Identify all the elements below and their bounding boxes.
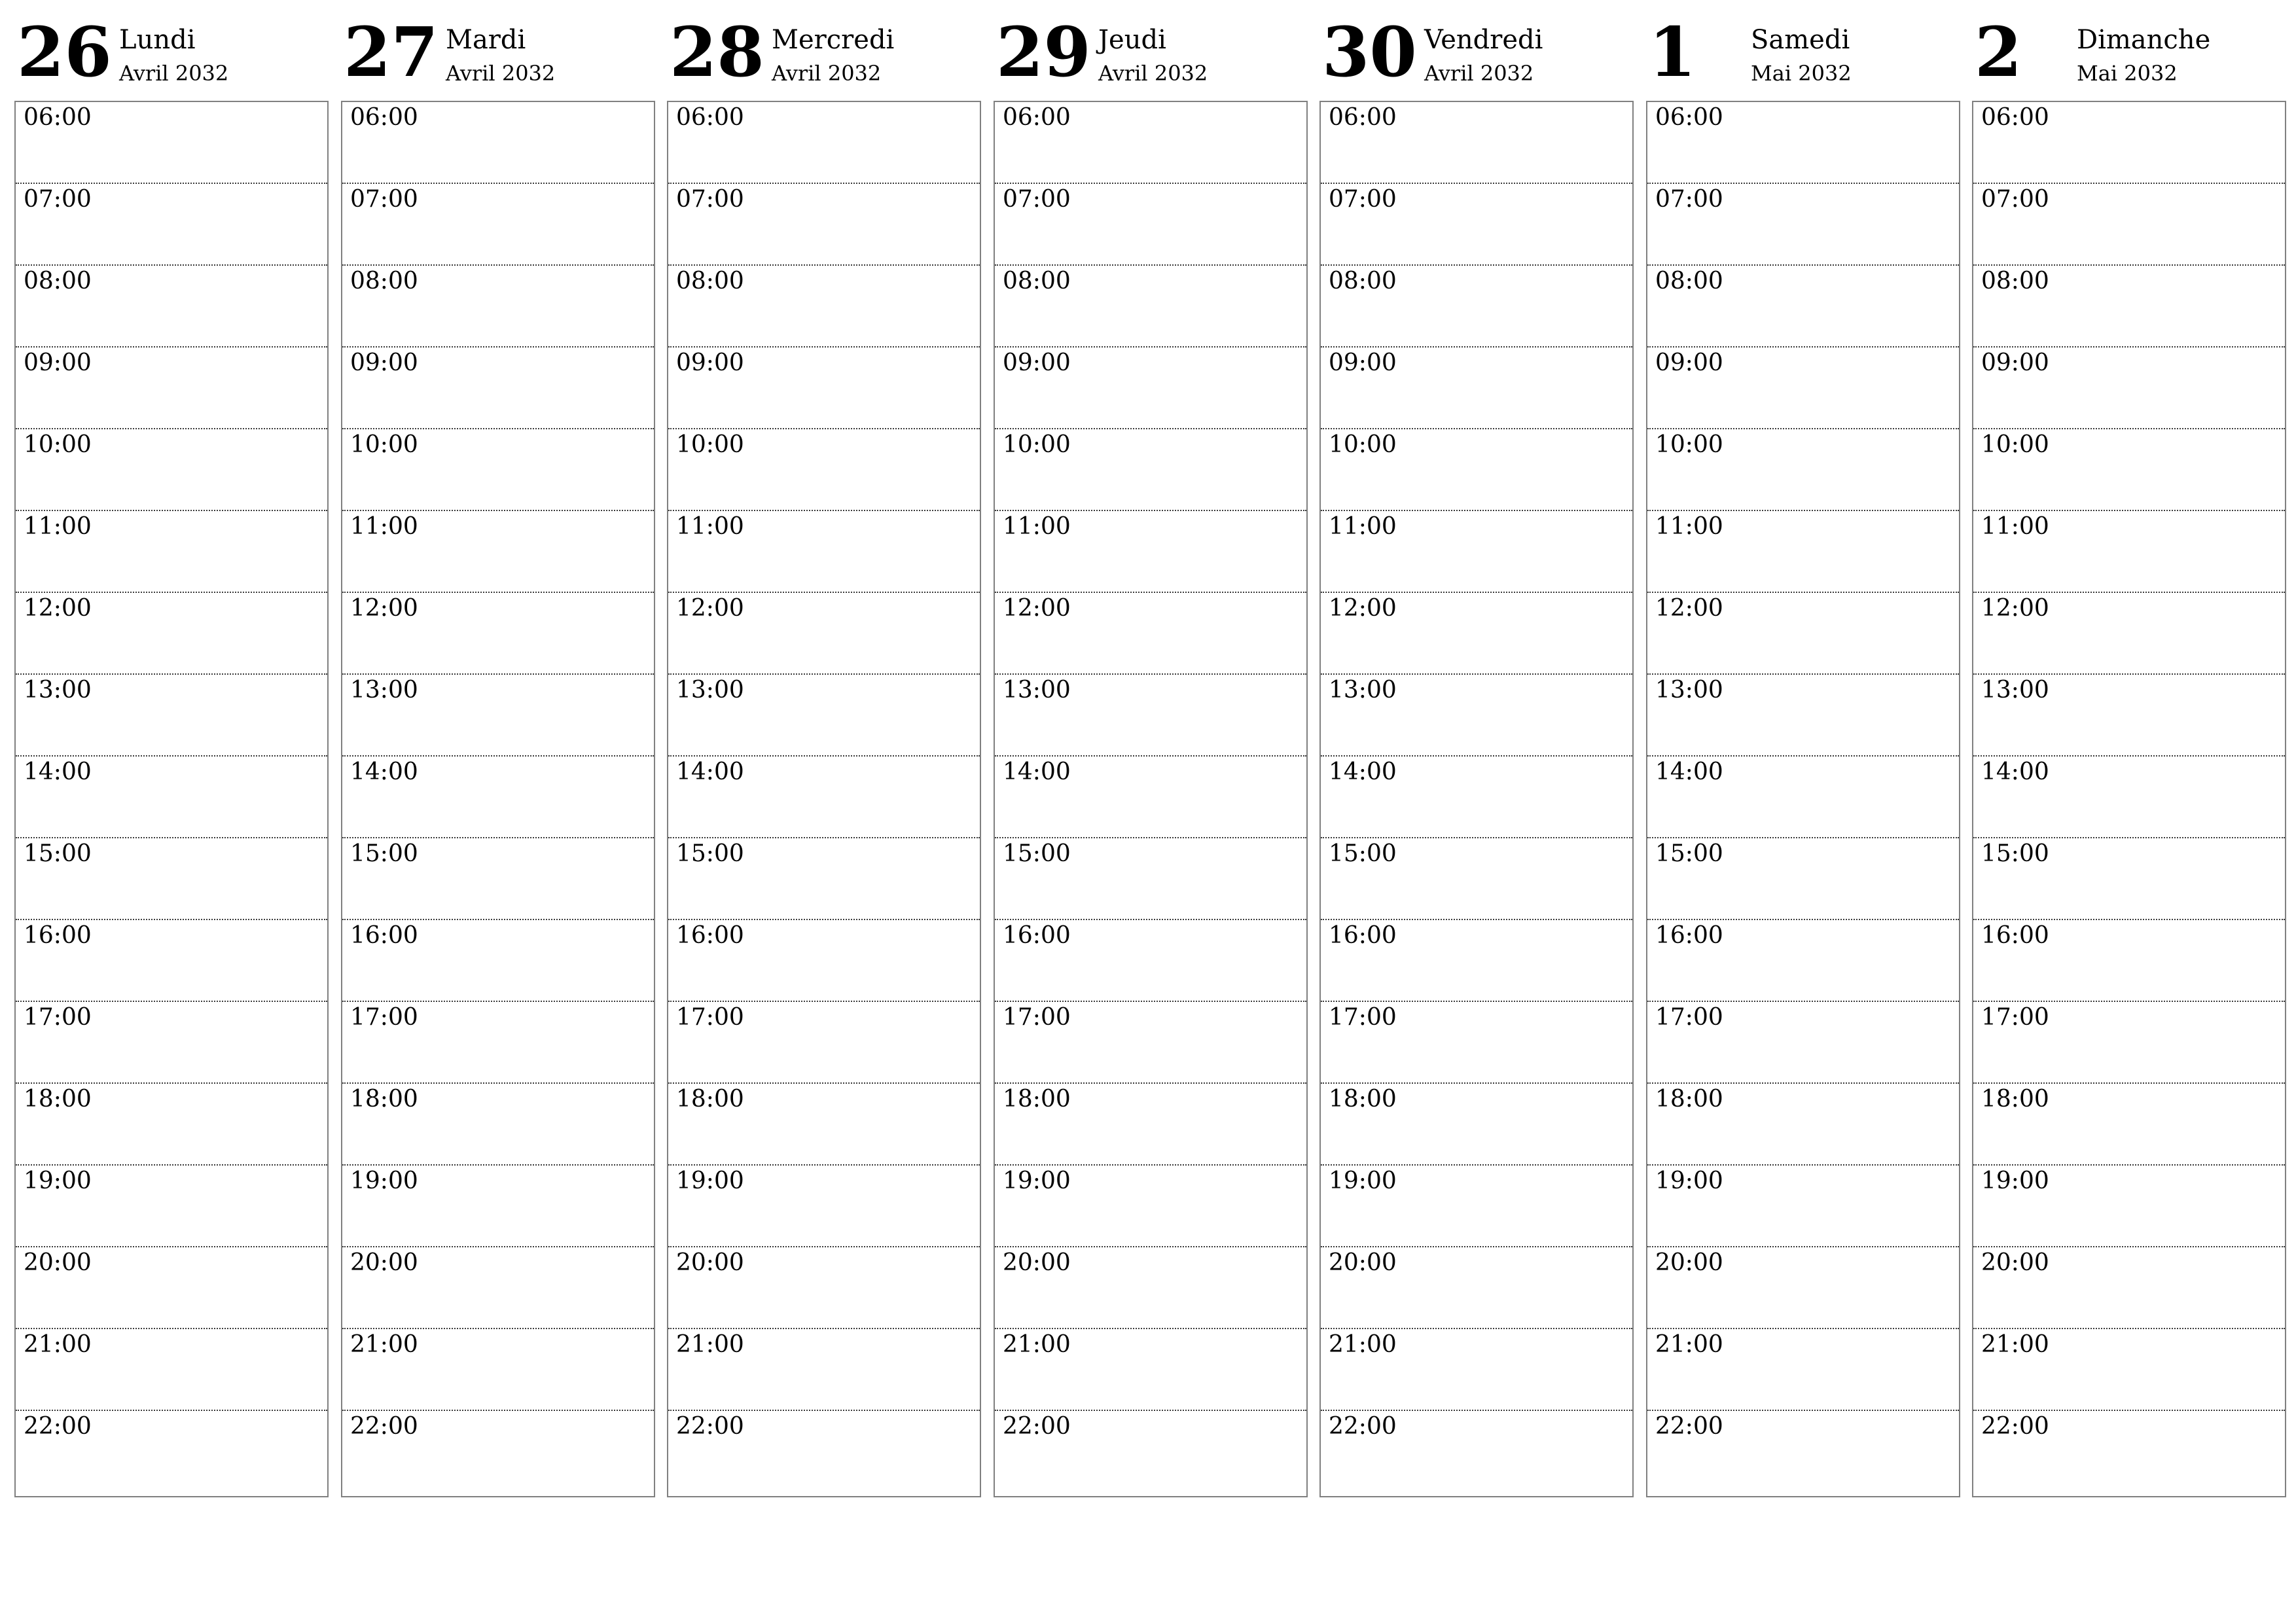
- time-slot[interactable]: [995, 1329, 1306, 1411]
- day-month: Avril 2032: [1424, 61, 1534, 86]
- time-label: 12:00: [1329, 595, 1397, 622]
- time-slot[interactable]: [16, 757, 327, 838]
- time-label: 17:00: [1981, 1004, 2049, 1031]
- time-label: 18:00: [1329, 1086, 1397, 1113]
- time-label: 12:00: [1003, 595, 1071, 622]
- time-slot[interactable]: [668, 1166, 980, 1247]
- time-slot[interactable]: [1321, 429, 1632, 511]
- time-label: 14:00: [1003, 758, 1071, 785]
- time-slot[interactable]: [995, 511, 1306, 593]
- time-label: 14:00: [1655, 758, 1723, 785]
- time-label: 07:00: [350, 186, 418, 213]
- time-slot[interactable]: [1647, 511, 1959, 593]
- time-slot[interactable]: [342, 1084, 654, 1166]
- time-label: 16:00: [676, 922, 744, 949]
- time-slot[interactable]: [1321, 348, 1632, 429]
- time-label: 20:00: [24, 1249, 92, 1276]
- time-label: 06:00: [1655, 104, 1723, 131]
- time-slot[interactable]: [995, 1411, 1306, 1496]
- time-slot[interactable]: [995, 757, 1306, 838]
- time-slot[interactable]: [1973, 348, 2285, 429]
- day-header: [1319, 0, 1634, 101]
- time-slot[interactable]: [668, 266, 980, 348]
- time-slot[interactable]: [995, 184, 1306, 266]
- time-slot[interactable]: [668, 1084, 980, 1166]
- time-label: 18:00: [24, 1086, 92, 1113]
- time-slot[interactable]: [1647, 1247, 1959, 1329]
- time-slot[interactable]: [342, 184, 654, 266]
- time-slot[interactable]: [1973, 593, 2285, 675]
- time-label: 14:00: [1329, 758, 1397, 785]
- day-header: [1646, 0, 1960, 101]
- time-slot[interactable]: [668, 757, 980, 838]
- time-label: 10:00: [24, 431, 92, 458]
- time-slot[interactable]: [342, 348, 654, 429]
- time-label: 08:00: [350, 268, 418, 294]
- time-slot[interactable]: [1647, 266, 1959, 348]
- time-label: 18:00: [676, 1086, 744, 1113]
- time-slot[interactable]: [1647, 593, 1959, 675]
- time-slot[interactable]: [342, 757, 654, 838]
- time-slot[interactable]: [1321, 1411, 1632, 1496]
- time-slot[interactable]: [16, 429, 327, 511]
- time-slot[interactable]: [668, 102, 980, 184]
- time-label: 21:00: [350, 1331, 418, 1358]
- time-label: 18:00: [1655, 1086, 1723, 1113]
- time-slot[interactable]: [1973, 1329, 2285, 1411]
- time-label: 19:00: [1003, 1168, 1071, 1194]
- time-label: 10:00: [1655, 431, 1723, 458]
- time-label: 10:00: [1003, 431, 1071, 458]
- time-slot[interactable]: [1321, 1247, 1632, 1329]
- time-slot[interactable]: [1321, 838, 1632, 920]
- time-label: 07:00: [1003, 186, 1071, 213]
- time-slot[interactable]: [668, 920, 980, 1002]
- time-label: 19:00: [24, 1168, 92, 1194]
- time-label: 09:00: [24, 349, 92, 376]
- time-label: 22:00: [676, 1413, 744, 1440]
- time-label: 09:00: [350, 349, 418, 376]
- time-slot[interactable]: [16, 1002, 327, 1084]
- time-slot[interactable]: [1973, 1084, 2285, 1166]
- day-number: 28: [670, 12, 764, 92]
- time-label: 20:00: [1655, 1249, 1723, 1276]
- time-label: 14:00: [350, 758, 418, 785]
- time-label: 17:00: [350, 1004, 418, 1031]
- time-label: 06:00: [1003, 104, 1071, 131]
- day-number: 26: [17, 12, 112, 92]
- time-slot[interactable]: [995, 429, 1306, 511]
- time-slot[interactable]: [16, 675, 327, 757]
- time-slot[interactable]: [668, 1411, 980, 1496]
- day-header: [341, 0, 655, 101]
- time-slot[interactable]: [1973, 429, 2285, 511]
- time-slot[interactable]: [16, 1329, 327, 1411]
- time-slot[interactable]: [16, 920, 327, 1002]
- time-slot[interactable]: [342, 429, 654, 511]
- day-month: Mai 2032: [1751, 61, 1852, 86]
- time-label: 14:00: [1981, 758, 2049, 785]
- day-schedule-box: [1646, 101, 1960, 1497]
- time-label: 22:00: [1003, 1413, 1071, 1440]
- time-label: 15:00: [350, 840, 418, 867]
- time-slot[interactable]: [1647, 1002, 1959, 1084]
- time-label: 20:00: [1329, 1249, 1397, 1276]
- time-slot[interactable]: [1647, 920, 1959, 1002]
- time-slot[interactable]: [1973, 184, 2285, 266]
- day-schedule-box: [1319, 101, 1634, 1497]
- time-label: 08:00: [1981, 268, 2049, 294]
- time-label: 17:00: [1655, 1004, 1723, 1031]
- time-label: 10:00: [676, 431, 744, 458]
- day-schedule-box: [1972, 101, 2286, 1497]
- day-schedule-box: [994, 101, 1308, 1497]
- time-label: 17:00: [1003, 1004, 1071, 1031]
- time-slot[interactable]: [995, 102, 1306, 184]
- time-label: 22:00: [1981, 1413, 2049, 1440]
- time-slot[interactable]: [1321, 593, 1632, 675]
- time-label: 16:00: [1655, 922, 1723, 949]
- time-slot[interactable]: [1321, 102, 1632, 184]
- time-slot[interactable]: [1647, 838, 1959, 920]
- day-name: Jeudi: [1098, 25, 1166, 55]
- time-slot[interactable]: [1647, 102, 1959, 184]
- time-label: 16:00: [350, 922, 418, 949]
- time-label: 17:00: [676, 1004, 744, 1031]
- day-name: Lundi: [119, 25, 196, 55]
- time-label: 18:00: [1981, 1086, 2049, 1113]
- time-slot[interactable]: [1973, 1002, 2285, 1084]
- time-slot[interactable]: [1973, 920, 2285, 1002]
- day-month: Avril 2032: [772, 61, 882, 86]
- time-slot[interactable]: [995, 920, 1306, 1002]
- time-slot[interactable]: [1321, 675, 1632, 757]
- day-number: 1: [1649, 12, 1696, 92]
- time-label: 11:00: [1003, 513, 1071, 540]
- time-label: 17:00: [24, 1004, 92, 1031]
- time-label: 08:00: [676, 268, 744, 294]
- time-label: 09:00: [1329, 349, 1397, 376]
- time-slot[interactable]: [668, 348, 980, 429]
- time-label: 20:00: [350, 1249, 418, 1276]
- time-label: 07:00: [1655, 186, 1723, 213]
- day-name: Samedi: [1751, 25, 1850, 55]
- time-slot[interactable]: [16, 184, 327, 266]
- time-label: 15:00: [1655, 840, 1723, 867]
- day-header: [667, 0, 981, 101]
- time-label: 07:00: [1981, 186, 2049, 213]
- time-slot[interactable]: [1973, 1411, 2285, 1496]
- time-label: 16:00: [1003, 922, 1071, 949]
- time-label: 22:00: [1329, 1413, 1397, 1440]
- time-slot[interactable]: [16, 102, 327, 184]
- time-label: 18:00: [1003, 1086, 1071, 1113]
- time-label: 16:00: [24, 922, 92, 949]
- time-label: 08:00: [1655, 268, 1723, 294]
- time-slot[interactable]: [16, 1166, 327, 1247]
- time-label: 06:00: [1981, 104, 2049, 131]
- time-slot[interactable]: [16, 1247, 327, 1329]
- time-slot[interactable]: [16, 1084, 327, 1166]
- time-slot[interactable]: [342, 511, 654, 593]
- day-month: Avril 2032: [1098, 61, 1208, 86]
- time-slot[interactable]: [1321, 1084, 1632, 1166]
- time-slot[interactable]: [1647, 1166, 1959, 1247]
- time-slot[interactable]: [1647, 184, 1959, 266]
- time-slot[interactable]: [1321, 1002, 1632, 1084]
- time-slot[interactable]: [1647, 348, 1959, 429]
- time-label: 21:00: [1329, 1331, 1397, 1358]
- time-slot[interactable]: [668, 1002, 980, 1084]
- day-number: 2: [1975, 12, 2022, 92]
- time-label: 15:00: [1003, 840, 1071, 867]
- time-label: 19:00: [1981, 1168, 2049, 1194]
- time-label: 22:00: [350, 1413, 418, 1440]
- time-label: 22:00: [1655, 1413, 1723, 1440]
- time-label: 20:00: [1003, 1249, 1071, 1276]
- time-slot[interactable]: [668, 1329, 980, 1411]
- time-slot[interactable]: [1321, 1166, 1632, 1247]
- time-label: 19:00: [1329, 1168, 1397, 1194]
- time-label: 19:00: [1655, 1168, 1723, 1194]
- time-slot[interactable]: [1647, 675, 1959, 757]
- time-label: 10:00: [350, 431, 418, 458]
- day-header: [14, 0, 329, 101]
- time-label: 16:00: [1329, 922, 1397, 949]
- time-slot[interactable]: [342, 1166, 654, 1247]
- time-label: 09:00: [1003, 349, 1071, 376]
- time-label: 09:00: [676, 349, 744, 376]
- time-slot[interactable]: [995, 1166, 1306, 1247]
- time-label: 09:00: [1981, 349, 2049, 376]
- time-label: 11:00: [350, 513, 418, 540]
- time-slot[interactable]: [342, 266, 654, 348]
- day-name: Vendredi: [1424, 25, 1543, 55]
- time-slot[interactable]: [995, 266, 1306, 348]
- time-label: 15:00: [1329, 840, 1397, 867]
- time-slot[interactable]: [995, 1247, 1306, 1329]
- time-label: 08:00: [1003, 268, 1071, 294]
- time-label: 13:00: [1003, 677, 1071, 704]
- day-month: Mai 2032: [2077, 61, 2178, 86]
- time-label: 12:00: [1655, 595, 1723, 622]
- time-slot[interactable]: [342, 920, 654, 1002]
- time-label: 13:00: [1329, 677, 1397, 704]
- day-month: Avril 2032: [119, 61, 229, 86]
- time-slot[interactable]: [995, 1084, 1306, 1166]
- time-label: 13:00: [1655, 677, 1723, 704]
- time-label: 10:00: [1981, 431, 2049, 458]
- time-label: 20:00: [1981, 1249, 2049, 1276]
- time-slot[interactable]: [16, 348, 327, 429]
- time-slot[interactable]: [342, 675, 654, 757]
- day-number: 29: [996, 12, 1091, 92]
- time-label: 13:00: [1981, 677, 2049, 704]
- time-label: 18:00: [350, 1086, 418, 1113]
- time-label: 14:00: [24, 758, 92, 785]
- time-label: 07:00: [1329, 186, 1397, 213]
- time-label: 11:00: [1329, 513, 1397, 540]
- time-slot[interactable]: [342, 1329, 654, 1411]
- time-slot[interactable]: [1973, 838, 2285, 920]
- time-label: 11:00: [1655, 513, 1723, 540]
- day-number: 30: [1322, 12, 1417, 92]
- time-label: 13:00: [350, 677, 418, 704]
- time-label: 13:00: [24, 677, 92, 704]
- time-label: 07:00: [676, 186, 744, 213]
- time-label: 12:00: [24, 595, 92, 622]
- time-label: 15:00: [24, 840, 92, 867]
- time-label: 11:00: [1981, 513, 2049, 540]
- time-label: 21:00: [1003, 1331, 1071, 1358]
- time-label: 21:00: [1981, 1331, 2049, 1358]
- time-label: 09:00: [1655, 349, 1723, 376]
- time-slot[interactable]: [1321, 266, 1632, 348]
- time-slot[interactable]: [16, 511, 327, 593]
- time-label: 21:00: [676, 1331, 744, 1358]
- time-label: 11:00: [24, 513, 92, 540]
- time-slot[interactable]: [1321, 1329, 1632, 1411]
- time-slot[interactable]: [995, 348, 1306, 429]
- time-slot[interactable]: [342, 838, 654, 920]
- time-slot[interactable]: [16, 1411, 327, 1496]
- day-name: Mercredi: [772, 25, 895, 55]
- time-slot[interactable]: [342, 1247, 654, 1329]
- time-slot[interactable]: [1973, 511, 2285, 593]
- time-label: 08:00: [1329, 268, 1397, 294]
- time-slot[interactable]: [1647, 1411, 1959, 1496]
- time-slot[interactable]: [668, 593, 980, 675]
- time-slot[interactable]: [995, 675, 1306, 757]
- time-label: 13:00: [676, 677, 744, 704]
- time-slot[interactable]: [342, 102, 654, 184]
- time-label: 14:00: [676, 758, 744, 785]
- time-label: 06:00: [1329, 104, 1397, 131]
- time-label: 19:00: [676, 1168, 744, 1194]
- time-slot[interactable]: [668, 675, 980, 757]
- time-slot[interactable]: [1973, 1247, 2285, 1329]
- time-slot[interactable]: [342, 1411, 654, 1496]
- time-slot[interactable]: [342, 1002, 654, 1084]
- time-slot[interactable]: [1321, 757, 1632, 838]
- time-label: 19:00: [350, 1168, 418, 1194]
- time-slot[interactable]: [995, 838, 1306, 920]
- day-header: [1972, 0, 2286, 101]
- time-label: 06:00: [24, 104, 92, 131]
- time-slot[interactable]: [1647, 1329, 1959, 1411]
- day-schedule-box: [14, 101, 329, 1497]
- time-label: 22:00: [24, 1413, 92, 1440]
- time-slot[interactable]: [1321, 184, 1632, 266]
- time-label: 17:00: [1329, 1004, 1397, 1031]
- time-slot[interactable]: [1647, 1084, 1959, 1166]
- time-label: 16:00: [1981, 922, 2049, 949]
- time-slot[interactable]: [1321, 920, 1632, 1002]
- time-slot[interactable]: [16, 593, 327, 675]
- time-label: 12:00: [676, 595, 744, 622]
- time-slot[interactable]: [16, 838, 327, 920]
- time-slot[interactable]: [16, 266, 327, 348]
- time-slot[interactable]: [668, 429, 980, 511]
- time-slot[interactable]: [995, 1002, 1306, 1084]
- day-number: 27: [344, 12, 439, 92]
- time-slot[interactable]: [668, 1247, 980, 1329]
- time-slot[interactable]: [668, 838, 980, 920]
- time-slot[interactable]: [1973, 102, 2285, 184]
- time-label: 12:00: [1981, 595, 2049, 622]
- time-label: 20:00: [676, 1249, 744, 1276]
- day-header: [994, 0, 1308, 101]
- time-slot[interactable]: [1647, 429, 1959, 511]
- time-label: 11:00: [676, 513, 744, 540]
- time-slot[interactable]: [995, 593, 1306, 675]
- day-schedule-box: [667, 101, 981, 1497]
- time-label: 08:00: [24, 268, 92, 294]
- day-schedule-box: [341, 101, 655, 1497]
- time-slot[interactable]: [1973, 266, 2285, 348]
- time-slot[interactable]: [668, 184, 980, 266]
- time-label: 07:00: [24, 186, 92, 213]
- time-label: 12:00: [350, 595, 418, 622]
- time-slot[interactable]: [1973, 1166, 2285, 1247]
- time-slot[interactable]: [668, 511, 980, 593]
- day-month: Avril 2032: [446, 61, 556, 86]
- time-label: 06:00: [350, 104, 418, 131]
- time-label: 10:00: [1329, 431, 1397, 458]
- time-label: 21:00: [24, 1331, 92, 1358]
- time-label: 15:00: [676, 840, 744, 867]
- time-slot[interactable]: [1973, 675, 2285, 757]
- time-label: 06:00: [676, 104, 744, 131]
- time-slot[interactable]: [1647, 757, 1959, 838]
- time-slot[interactable]: [1973, 757, 2285, 838]
- day-name: Mardi: [446, 25, 526, 55]
- time-slot[interactable]: [342, 593, 654, 675]
- time-label: 21:00: [1655, 1331, 1723, 1358]
- day-name: Dimanche: [2077, 25, 2211, 55]
- time-label: 15:00: [1981, 840, 2049, 867]
- time-slot[interactable]: [1321, 511, 1632, 593]
